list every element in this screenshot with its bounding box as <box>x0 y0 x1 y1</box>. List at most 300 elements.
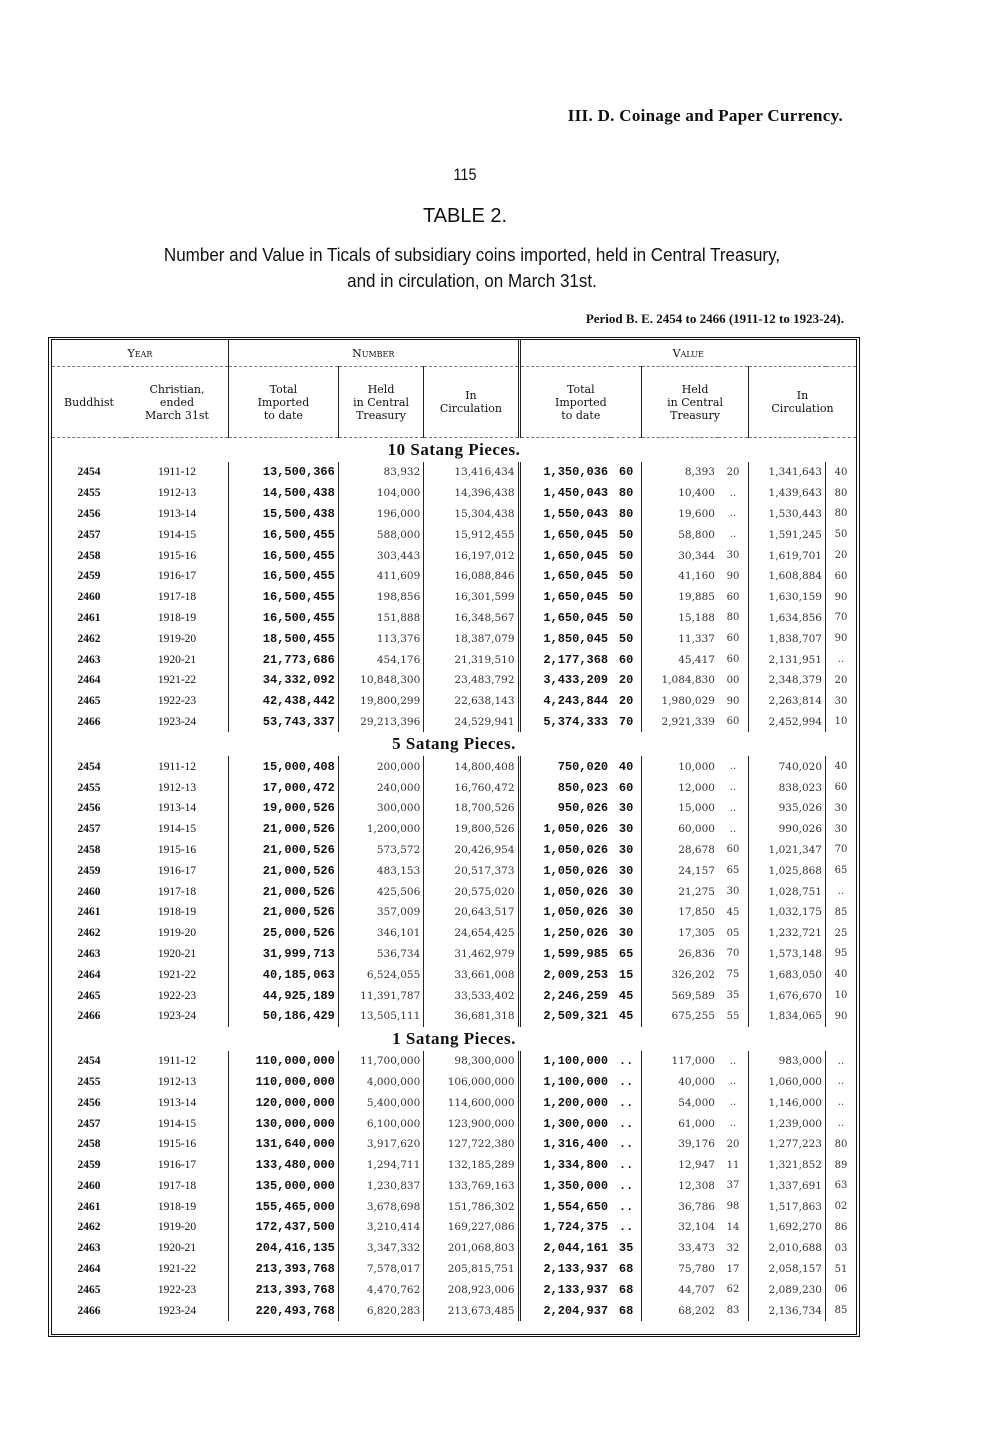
value-total: 1,350,036 <box>519 462 611 483</box>
table-row <box>52 712 856 733</box>
buddhist-year: 2454 <box>77 760 101 773</box>
buddhist-year: 2462 <box>77 632 101 645</box>
number-circulation: 14,396,438 <box>424 483 519 504</box>
christian-year: 1918-19 <box>157 1200 197 1213</box>
table-row <box>52 1006 856 1027</box>
value-total: 1,450,043 <box>519 483 611 504</box>
value-circulation: 2,010,688 <box>748 1238 825 1259</box>
col-christian <box>126 367 229 438</box>
value-circulation-satang: 03 <box>826 1238 857 1259</box>
value-circulation-satang: 40 <box>826 462 857 483</box>
value-total-satang: 35 <box>618 1241 634 1256</box>
value-total-satang: 15 <box>618 967 634 982</box>
value-circulation-satang: 60 <box>826 777 857 798</box>
value-total-satang: 20 <box>618 673 634 688</box>
value-held-satang: 98 <box>726 1201 740 1213</box>
buddhist-year: 2459 <box>77 864 101 877</box>
col-num-circ <box>424 367 519 438</box>
buddhist-year: 2458 <box>77 549 101 562</box>
value-total: 750,020 <box>519 756 611 777</box>
value-total: 2,133,937 <box>519 1259 611 1280</box>
number-held: 83,932 <box>338 462 423 483</box>
buddhist-year: 2465 <box>77 989 101 1002</box>
value-circulation-satang: 90 <box>826 587 857 608</box>
table-row <box>52 1238 856 1259</box>
value-total-satang: .. <box>618 1220 634 1235</box>
value-held: 54,000 <box>642 1092 718 1113</box>
value-held: 326,202 <box>642 964 718 985</box>
value-total: 1,550,043 <box>519 504 611 525</box>
buddhist-year: 2457 <box>77 823 101 836</box>
number-circulation: 18,700,526 <box>424 798 519 819</box>
number-circulation: 20,426,954 <box>424 840 519 861</box>
table-row <box>52 1259 856 1280</box>
number-total: 16,500,455 <box>229 524 339 545</box>
value-circulation: 1,277,223 <box>748 1134 825 1155</box>
christian-year: 1923-24 <box>157 1304 197 1317</box>
number-held: 11,700,000 <box>338 1051 423 1072</box>
table-row <box>52 985 856 1006</box>
number-held: 6,100,000 <box>338 1113 423 1134</box>
number-total: 21,773,686 <box>229 649 339 670</box>
col-num-held-l3: Treasury <box>356 408 406 422</box>
value-held-satang: .. <box>729 823 737 835</box>
value-circulation: 1,573,148 <box>748 944 825 965</box>
number-held: 454,176 <box>338 649 423 670</box>
value-total-satang: 30 <box>618 801 634 816</box>
table-row <box>52 1196 856 1217</box>
value-total: 1,650,045 <box>519 566 611 587</box>
value-total-satang: 30 <box>618 926 634 941</box>
value-circulation-satang: 40 <box>826 964 857 985</box>
value-circulation: 1,517,863 <box>748 1196 825 1217</box>
table-row <box>52 902 856 923</box>
christian-year: 1913-14 <box>157 507 197 520</box>
value-total: 1,300,000 <box>519 1113 611 1134</box>
value-held: 12,947 <box>642 1155 718 1176</box>
number-circulation: 133,769,163 <box>424 1176 519 1197</box>
table-row <box>52 1176 856 1197</box>
number-total: 16,500,455 <box>229 566 339 587</box>
value-total: 1,650,045 <box>519 524 611 545</box>
christian-year: 1922-23 <box>157 695 197 708</box>
number-held: 425,506 <box>338 881 423 902</box>
buddhist-year: 2460 <box>77 1179 101 1192</box>
group-header-year: Year <box>52 340 229 367</box>
value-held: 10,400 <box>642 483 718 504</box>
value-held-satang: 14 <box>726 1221 740 1233</box>
table-row <box>52 964 856 985</box>
number-held: 357,009 <box>338 902 423 923</box>
number-held: 1,294,711 <box>338 1155 423 1176</box>
value-total-satang: 50 <box>618 631 634 646</box>
number-total: 17,000,472 <box>229 777 339 798</box>
value-total-satang: 65 <box>618 946 634 961</box>
col-num-total-l2: Imported <box>257 395 310 409</box>
table-row <box>52 1155 856 1176</box>
value-held: 39,176 <box>642 1134 718 1155</box>
value-circulation: 2,263,814 <box>748 691 825 712</box>
christian-year: 1921-22 <box>157 674 197 687</box>
value-total: 1,316,400 <box>519 1134 611 1155</box>
christian-year: 1913-14 <box>157 802 197 815</box>
value-held-satang: .. <box>729 1076 737 1088</box>
number-total: 34,332,092 <box>229 670 339 691</box>
buddhist-year: 2460 <box>77 885 101 898</box>
buddhist-year: 2456 <box>77 1096 101 1109</box>
value-held-satang: 60 <box>726 591 740 603</box>
value-held-satang: 45 <box>726 906 740 918</box>
col-num-held-l1: Held <box>367 382 395 396</box>
table-row <box>52 840 856 861</box>
col-val-total-l1: Total <box>567 382 595 396</box>
table-caption <box>95 242 849 294</box>
table-row <box>52 819 856 840</box>
table-title: TABLE 2. <box>422 205 508 227</box>
col-num-circ-l2: Circulation <box>439 402 502 415</box>
number-held: 198,856 <box>338 587 423 608</box>
buddhist-year: 2463 <box>77 1242 101 1255</box>
value-held-satang: 00 <box>726 674 740 686</box>
table-row <box>52 860 856 881</box>
buddhist-year: 2463 <box>77 653 101 666</box>
value-circulation: 1,676,670 <box>748 985 825 1006</box>
number-total: 50,186,429 <box>229 1006 339 1027</box>
christian-year: 1918-19 <box>157 611 197 624</box>
value-circulation-satang: 30 <box>826 819 857 840</box>
number-held: 7,578,017 <box>338 1259 423 1280</box>
value-circulation-satang: 06 <box>826 1279 857 1300</box>
number-total: 25,000,526 <box>229 923 339 944</box>
value-total-satang: 50 <box>618 548 634 563</box>
buddhist-year: 2454 <box>77 466 101 479</box>
value-total-satang: .. <box>618 1158 634 1173</box>
value-held: 32,104 <box>642 1217 718 1238</box>
value-total: 2,133,937 <box>519 1279 611 1300</box>
number-circulation: 22,638,143 <box>424 691 519 712</box>
value-held: 44,707 <box>642 1279 718 1300</box>
value-held-satang: 65 <box>726 865 740 877</box>
value-circulation-satang: 95 <box>826 944 857 965</box>
value-total-satang: .. <box>618 1074 634 1089</box>
value-held: 40,000 <box>642 1072 718 1093</box>
value-total-satang: .. <box>618 1178 634 1193</box>
buddhist-year: 2455 <box>77 1075 101 1088</box>
value-circulation: 990,026 <box>748 819 825 840</box>
table-row <box>52 1092 856 1113</box>
value-circulation-satang: 80 <box>826 483 857 504</box>
value-held: 26,836 <box>642 944 718 965</box>
col-christian-l3: March 31st <box>145 408 209 422</box>
number-total: 130,000,000 <box>229 1113 339 1134</box>
value-circulation-satang: 90 <box>826 1006 857 1027</box>
christian-year: 1919-20 <box>157 632 197 645</box>
buddhist-year: 2466 <box>77 715 101 728</box>
value-held: 1,084,830 <box>642 670 718 691</box>
number-circulation: 24,529,941 <box>424 712 519 733</box>
value-held-satang: 90 <box>726 570 740 582</box>
number-held: 346,101 <box>338 923 423 944</box>
value-circulation: 2,348,379 <box>748 670 825 691</box>
number-circulation: 31,462,979 <box>424 944 519 965</box>
value-total: 2,044,161 <box>519 1238 611 1259</box>
value-circulation-satang: 20 <box>826 670 857 691</box>
value-total: 2,177,368 <box>519 649 611 670</box>
table-row <box>52 483 856 504</box>
christian-year: 1918-19 <box>157 906 197 919</box>
value-circulation-satang: 02 <box>826 1196 857 1217</box>
value-circulation: 1,341,643 <box>748 462 825 483</box>
value-circulation: 1,634,856 <box>748 608 825 629</box>
value-held-satang: .. <box>729 529 737 541</box>
value-held: 30,344 <box>642 545 718 566</box>
value-circulation: 1,032,175 <box>748 902 825 923</box>
value-circulation-satang: 25 <box>826 923 857 944</box>
value-circulation: 1,838,707 <box>748 628 825 649</box>
value-held: 569,589 <box>642 985 718 1006</box>
number-circulation: 16,348,567 <box>424 608 519 629</box>
buddhist-year: 2459 <box>77 570 101 583</box>
value-held-satang: 30 <box>726 886 740 898</box>
col-num-held-l2: in Central <box>353 395 409 409</box>
value-held: 28,678 <box>642 840 718 861</box>
value-held-satang: .. <box>729 802 737 814</box>
number-circulation: 16,760,472 <box>424 777 519 798</box>
value-held-satang: .. <box>729 1097 737 1109</box>
col-val-total <box>519 367 642 438</box>
christian-year: 1919-20 <box>157 1221 197 1234</box>
value-circulation: 1,021,347 <box>748 840 825 861</box>
value-circulation-satang: .. <box>826 1113 857 1134</box>
table-row <box>52 1134 856 1155</box>
value-held: 11,337 <box>642 628 718 649</box>
value-total: 5,374,333 <box>519 712 611 733</box>
christian-year: 1920-21 <box>157 947 197 960</box>
value-circulation: 2,089,230 <box>748 1279 825 1300</box>
number-held: 3,210,414 <box>338 1217 423 1238</box>
value-circulation: 1,591,245 <box>748 524 825 545</box>
number-total: 21,000,526 <box>229 819 339 840</box>
christian-year: 1921-22 <box>157 1263 197 1276</box>
value-circulation: 1,530,443 <box>748 504 825 525</box>
value-held-satang: .. <box>729 782 737 794</box>
christian-year: 1916-17 <box>157 1159 197 1172</box>
section-heading: III. D. Coinage and Paper Currency. <box>567 106 843 125</box>
number-total: 16,500,455 <box>229 545 339 566</box>
value-held-satang: 17 <box>726 1263 740 1275</box>
number-held: 200,000 <box>338 756 423 777</box>
number-circulation: 33,661,008 <box>424 964 519 985</box>
number-held: 113,376 <box>338 628 423 649</box>
value-circulation-satang: 89 <box>826 1155 857 1176</box>
col-val-held-l1: Held <box>681 382 709 396</box>
number-circulation: 15,304,438 <box>424 504 519 525</box>
value-total: 1,050,026 <box>519 819 611 840</box>
buddhist-year: 2457 <box>77 1117 101 1130</box>
value-total: 2,204,937 <box>519 1300 611 1321</box>
value-held-satang: 20 <box>726 1138 740 1150</box>
number-circulation: 16,301,599 <box>424 587 519 608</box>
value-held: 36,786 <box>642 1196 718 1217</box>
number-circulation: 19,800,526 <box>424 819 519 840</box>
value-circulation: 1,619,701 <box>748 545 825 566</box>
number-total: 220,493,768 <box>229 1300 339 1321</box>
value-circulation: 1,692,270 <box>748 1217 825 1238</box>
value-held-satang: 37 <box>726 1180 740 1192</box>
col-val-held-l3: Treasury <box>670 408 720 422</box>
value-held: 19,600 <box>642 504 718 525</box>
number-held: 19,800,299 <box>338 691 423 712</box>
col-val-total-l3: to date <box>561 408 601 422</box>
caption-line-2: and in circulation, on March 31st. <box>347 270 597 291</box>
value-held-satang: 35 <box>726 990 740 1002</box>
number-total: 53,743,337 <box>229 712 339 733</box>
number-held: 5,400,000 <box>338 1092 423 1113</box>
number-circulation: 20,517,373 <box>424 860 519 881</box>
value-held: 21,275 <box>642 881 718 902</box>
value-circulation-satang: 20 <box>826 545 857 566</box>
value-held: 15,000 <box>642 798 718 819</box>
value-held: 41,160 <box>642 566 718 587</box>
value-held-satang: 32 <box>726 1242 740 1254</box>
value-circulation-satang: 80 <box>826 504 857 525</box>
number-total: 110,000,000 <box>229 1051 339 1072</box>
value-total: 1,650,045 <box>519 608 611 629</box>
number-circulation: 23,483,792 <box>424 670 519 691</box>
table-row <box>52 462 856 483</box>
number-held: 300,000 <box>338 798 423 819</box>
value-total-satang: 30 <box>618 884 634 899</box>
value-circulation-satang: 85 <box>826 902 857 923</box>
table-row <box>52 1300 856 1321</box>
value-held: 33,473 <box>642 1238 718 1259</box>
value-circulation: 2,131,951 <box>748 649 825 670</box>
number-total: 21,000,526 <box>229 860 339 881</box>
number-total: 213,393,768 <box>229 1259 339 1280</box>
value-held-satang: 60 <box>726 844 740 856</box>
value-total-satang: 20 <box>618 694 634 709</box>
buddhist-year: 2461 <box>77 1200 101 1213</box>
table-row <box>52 1279 856 1300</box>
number-total: 16,500,455 <box>229 608 339 629</box>
value-total: 1,334,800 <box>519 1155 611 1176</box>
value-total: 1,050,026 <box>519 902 611 923</box>
value-held: 68,202 <box>642 1300 718 1321</box>
buddhist-year: 2463 <box>77 947 101 960</box>
number-circulation: 18,387,079 <box>424 628 519 649</box>
value-held: 17,850 <box>642 902 718 923</box>
value-held-satang: .. <box>729 761 737 773</box>
value-circulation: 1,683,050 <box>748 964 825 985</box>
col-num-held <box>338 367 423 438</box>
col-val-circ <box>748 367 856 438</box>
number-total: 21,000,526 <box>229 881 339 902</box>
number-circulation: 36,681,318 <box>424 1006 519 1027</box>
number-held: 3,917,620 <box>338 1134 423 1155</box>
table-row <box>52 944 856 965</box>
christian-year: 1917-18 <box>157 1179 197 1192</box>
col-num-total-l3: to date <box>263 408 303 422</box>
number-total: 13,500,366 <box>229 462 339 483</box>
value-held: 45,417 <box>642 649 718 670</box>
value-total: 2,009,253 <box>519 964 611 985</box>
value-circulation-satang: .. <box>826 881 857 902</box>
number-held: 10,848,300 <box>338 670 423 691</box>
christian-year: 1911-12 <box>158 760 196 773</box>
value-total-satang: 60 <box>618 652 634 667</box>
group-header-number: Number <box>229 340 520 367</box>
table-row <box>52 649 856 670</box>
number-total: 42,438,442 <box>229 691 339 712</box>
value-held-satang: .. <box>729 1118 737 1129</box>
page-number: 115 <box>453 165 477 184</box>
value-total-satang: .. <box>618 1054 634 1069</box>
number-held: 1,230,837 <box>338 1176 423 1197</box>
value-total: 2,509,321 <box>519 1006 611 1027</box>
number-circulation: 15,912,455 <box>424 524 519 545</box>
buddhist-year: 2462 <box>77 927 101 940</box>
number-total: 44,925,189 <box>229 985 339 1006</box>
christian-year: 1917-18 <box>157 591 197 604</box>
number-held: 483,153 <box>338 860 423 881</box>
value-total: 4,243,844 <box>519 691 611 712</box>
number-held: 151,888 <box>338 608 423 629</box>
value-total-satang: 60 <box>618 780 634 795</box>
number-held: 573,572 <box>338 840 423 861</box>
col-val-held <box>642 367 749 438</box>
christian-year: 1919-20 <box>157 927 197 940</box>
number-circulation: 33,533,402 <box>424 985 519 1006</box>
buddhist-year: 2466 <box>77 1010 101 1023</box>
value-total: 1,850,045 <box>519 628 611 649</box>
table-row <box>52 798 856 819</box>
number-circulation: 151,786,302 <box>424 1196 519 1217</box>
value-total: 1,050,026 <box>519 881 611 902</box>
value-total: 1,650,045 <box>519 545 611 566</box>
value-total: 1,250,026 <box>519 923 611 944</box>
buddhist-year: 2458 <box>77 843 101 856</box>
value-circulation: 1,060,000 <box>748 1072 825 1093</box>
value-total: 1,599,985 <box>519 944 611 965</box>
value-held: 675,255 <box>642 1006 718 1027</box>
christian-year: 1916-17 <box>157 864 197 877</box>
value-total-satang: 30 <box>618 842 634 857</box>
value-circulation-satang: 50 <box>826 524 857 545</box>
value-circulation-satang: 63 <box>826 1176 857 1197</box>
number-held: 6,524,055 <box>338 964 423 985</box>
table-row <box>52 881 856 902</box>
value-circulation-satang: 80 <box>826 1134 857 1155</box>
table-row <box>52 1113 856 1134</box>
number-total: 131,640,000 <box>229 1134 339 1155</box>
number-held: 240,000 <box>338 777 423 798</box>
value-total-satang: 80 <box>618 506 634 521</box>
number-circulation: 13,416,434 <box>424 462 519 483</box>
number-held: 3,678,698 <box>338 1196 423 1217</box>
value-held: 15,188 <box>642 608 718 629</box>
number-total: 19,000,526 <box>229 798 339 819</box>
number-total: 172,437,500 <box>229 1217 339 1238</box>
number-total: 213,393,768 <box>229 1279 339 1300</box>
value-circulation-satang: .. <box>826 1072 857 1093</box>
period-note: Period B. E. 2454 to 2466 (1911-12 to 1923-24). <box>585 311 844 326</box>
value-held: 12,000 <box>642 777 718 798</box>
christian-year: 1912-13 <box>157 1075 197 1088</box>
table-row <box>52 923 856 944</box>
number-circulation: 114,600,000 <box>424 1092 519 1113</box>
value-circulation-satang: .. <box>826 1051 857 1072</box>
value-total-satang: 45 <box>618 1009 634 1024</box>
